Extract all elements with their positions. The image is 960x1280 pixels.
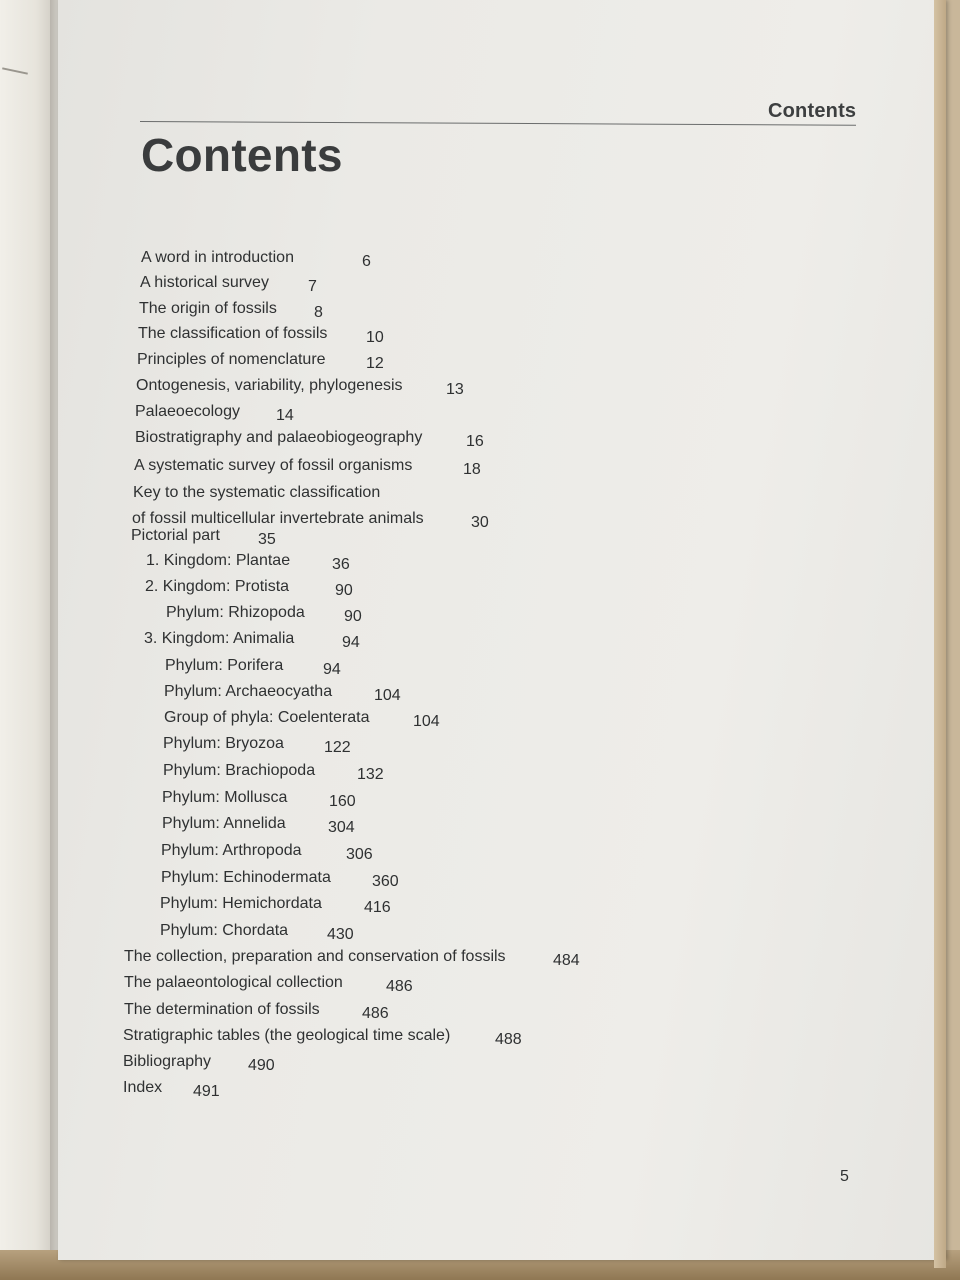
toc-entry-label: Phylum: Archaeocyatha	[164, 683, 333, 700]
pencil-mark	[2, 67, 28, 74]
page-title: Contents	[141, 129, 343, 181]
toc-entry-page: 16	[466, 433, 484, 450]
toc-entry-page: 30	[471, 514, 489, 531]
running-head: Contents	[768, 100, 857, 122]
toc-entry-page: 94	[323, 661, 341, 678]
toc-entry-label: Phylum: Chordata	[160, 922, 289, 939]
toc-entry-page: 13	[446, 381, 464, 398]
toc-entry-page: 6	[362, 253, 371, 270]
toc-entry-label: Pictorial part	[131, 527, 220, 544]
page-edge	[934, 0, 946, 1268]
toc-entry-page: 90	[335, 582, 353, 599]
toc-entry-page: 486	[362, 1005, 389, 1022]
toc-entry-label: The determination of fossils	[124, 1001, 320, 1018]
toc-entry-label: Phylum: Bryozoa	[163, 735, 284, 752]
toc-entry-page: 304	[328, 819, 355, 836]
toc-entry-page: 360	[372, 873, 399, 890]
toc-entry-label: Phylum: Hemichordata	[160, 895, 322, 912]
toc-entry-label: 2. Kingdom: Protista	[145, 578, 290, 595]
toc-entry-label: The origin of fossils	[139, 300, 277, 317]
toc-entry-label: Biostratigraphy and palaeobiogeography	[135, 429, 423, 446]
toc-entry-label: Phylum: Mollusca	[162, 789, 288, 806]
toc-entry-label: Bibliography	[123, 1053, 212, 1070]
toc-entry-label: 1. Kingdom: Plantae	[146, 552, 291, 569]
toc-entry-page: 8	[314, 304, 323, 321]
toc-entry-label: Phylum: Echinodermata	[161, 869, 331, 886]
toc-entry-page: 10	[366, 329, 384, 346]
toc-entry-page: 416	[364, 899, 391, 916]
toc-entry-label: of fossil multicellular invertebrate animals	[132, 510, 424, 527]
toc-entry-page: 94	[342, 634, 360, 651]
toc-entry-label: A systematic survey of fossil organisms	[134, 457, 413, 474]
toc-entry-label: Phylum: Annelida	[162, 815, 286, 832]
toc-entry-page: 14	[276, 407, 294, 424]
toc-entry-page: 104	[413, 713, 440, 730]
toc-entry-page: 484	[553, 952, 580, 969]
toc-entry-page: 132	[357, 766, 384, 783]
toc-entry-label: A historical survey	[140, 274, 269, 291]
toc-entry-page: 306	[346, 846, 373, 863]
toc-entry-page: 160	[329, 793, 356, 810]
toc-entry-label: Group of phyla: Coelenterata	[164, 709, 370, 726]
toc-entry-label: Key to the systematic classification	[133, 484, 381, 501]
toc-entry-page: 486	[386, 978, 413, 995]
toc-entry-label: Phylum: Brachiopoda	[163, 762, 316, 779]
toc-entry-page: 490	[248, 1057, 275, 1074]
toc-entry-page: 18	[463, 461, 481, 478]
toc-entry-label: A word in introduction	[141, 249, 294, 266]
toc-entry-page: 491	[193, 1083, 220, 1100]
toc-entry-label: The palaeontological collection	[124, 974, 343, 991]
toc-entry-label: The collection, preparation and conservation of fossils	[124, 948, 506, 965]
toc-entry-label: Phylum: Rhizopoda	[166, 604, 305, 621]
toc-entry-label: 3. Kingdom: Animalia	[144, 630, 295, 647]
toc-entry-page: 488	[495, 1031, 522, 1048]
toc-entry-page: 12	[366, 355, 384, 372]
toc-entry-label: Palaeoecology	[135, 403, 240, 420]
toc-entry-label: Phylum: Porifera	[165, 657, 284, 674]
toc-entry-label: Index	[123, 1079, 163, 1096]
toc-entry-page: 104	[374, 687, 401, 704]
toc-entry-label: Stratigraphic tables (the geological time scale)	[123, 1027, 451, 1044]
toc-entry-page: 430	[327, 926, 354, 943]
toc-entry-label: The classification of fossils	[138, 325, 328, 342]
toc-entry-page: 7	[308, 278, 317, 295]
toc-entry-page: 122	[324, 739, 351, 756]
page-number: 5	[840, 1168, 849, 1185]
toc-entry-page: 36	[332, 556, 350, 573]
toc-entry-label: Principles of nomenclature	[137, 351, 326, 368]
toc-entry-label: Phylum: Arthropoda	[161, 842, 302, 859]
toc-entry-page: 35	[258, 531, 276, 548]
toc-entry-page: 90	[344, 608, 362, 625]
toc-entry-label: Ontogenesis, variability, phylogenesis	[136, 377, 403, 394]
